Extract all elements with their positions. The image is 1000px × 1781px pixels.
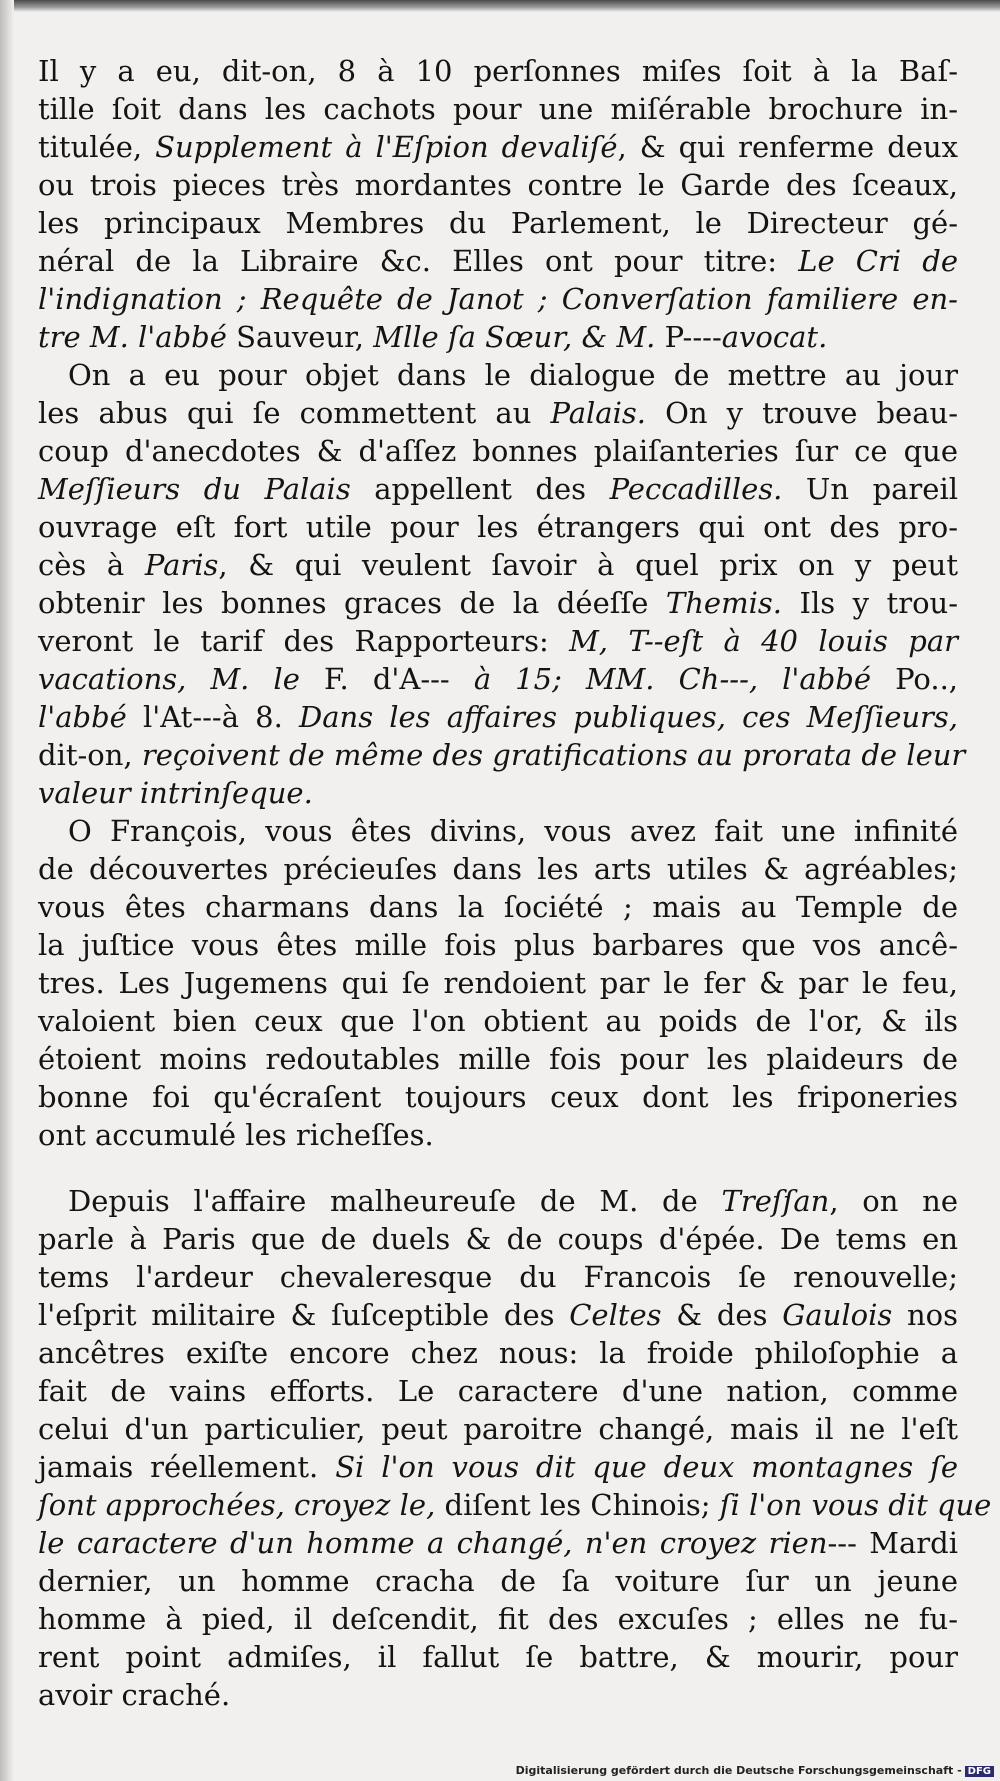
italic-text: valeur intrinſeque. [38,776,313,810]
text-segment: Un pareil [782,472,958,506]
text-line [38,1296,958,1334]
text-segment: Sauveur, [236,320,374,354]
text-line [38,964,958,1002]
text-segment: rent point admiſes, il fallut ſe battre, & mourir, pour [38,1640,958,1674]
text-segment: l'eſprit militaire & ſuſceptible des [38,1298,570,1332]
italic-text: à 15; MM. Ch---, l'abbé [473,662,896,696]
text-segment: vous êtes charmans dans la ſociété ; mais au Temple de [38,890,958,924]
text-segment: jamais réellement. [38,1450,336,1484]
italic-text: M, T--eſt à 40 louis par [569,624,959,658]
text-line [38,1182,958,1220]
paragraph [38,1182,992,1714]
text-line [38,698,958,736]
text-line [38,242,958,280]
page-top-edge [0,0,1000,12]
text-segment: l'At---à 8. [142,700,299,734]
text-line [38,356,958,394]
dfg-logo: DFG [965,1766,994,1777]
italic-text: Si l'on vous dit que deux montagnes ſe [335,1450,958,1484]
text-line [38,850,958,888]
text-line [38,1524,958,1562]
text-segment: P---- [655,320,722,354]
text-segment: de découvertes précieuſes dans les arts utiles & agréables; [38,852,958,886]
text-segment: les principaux Membres du Parlement, le Directeur gé- [38,206,958,240]
text-segment: dernier, un homme cracha de ſa voiture ſur un jeune [38,1564,958,1598]
text-segment: ouvrage eſt fort utile pour les étrangers qui ont des pro- [38,510,958,544]
text-line [38,1002,958,1040]
text-segment: celui d'un particulier, peut paroitre changé, mais il ne l'eſt [38,1412,958,1446]
text-segment: & des [661,1298,783,1332]
text-segment: , & qui renferme deux [617,130,958,164]
text-segment: On a eu pour objet dans le dialogue de mettre au jour [68,358,958,392]
text-line [38,812,958,850]
text-segment: ou trois pieces très mordantes contre le Garde des ſceaux, [38,168,958,202]
text-line [38,584,958,622]
text-segment: la juſtice vous êtes mille fois plus barbares que vos ancê- [38,928,958,962]
text-line [38,1676,958,1714]
text-line [38,128,958,166]
text-line [38,736,966,774]
text-segment: Po.., [895,662,959,696]
text-segment: , & qui veulent ſavoir à quel prix on y peut [218,548,959,582]
text-line [38,774,958,812]
text-line [38,204,958,242]
text-line [38,926,958,964]
text-segment: cès à [38,548,145,582]
italic-text: ſont approchées, croyez le, [38,1488,436,1522]
italic-text: Peccadilles. [609,472,783,506]
italic-text: Treſſan [721,1184,830,1218]
text-segment: néral de la Libraire &c. Elles ont pour titre: [38,244,799,278]
italic-text: ſi l'on vous dit que [719,1488,992,1522]
text-line [38,1448,958,1486]
text-segment: , on ne [829,1184,958,1218]
text-segment: --- Mardi [827,1526,958,1560]
italic-text: avocat. [721,320,828,354]
text-line [38,470,958,508]
italic-text: Gaulois [782,1298,893,1332]
text-line [38,1562,958,1600]
credit-text: Digitalisierung gefördert durch die Deutsche Forschungsgemeinschaft - [515,1764,962,1777]
text-line [38,1116,958,1154]
text-segment: Depuis l'affaire malheureuſe de M. de [68,1184,722,1218]
text-segment: bonne foi qu'écraſent toujours ceux dont les friponeries [38,1080,958,1114]
text-segment: obtenir les bonnes graces de la déeſſe [38,586,666,620]
text-segment: ont accumulé les richeſſes. [38,1118,434,1152]
text-line [38,280,958,318]
italic-text: Celtes [569,1298,662,1332]
text-line [38,394,958,432]
digitization-credit [516,1764,994,1777]
text-segment: tres. Les Jugemens qui ſe rendoient par le fer & par le feu, [38,966,958,1000]
italic-text: tre M. l'abbé [38,320,237,354]
text-segment: parle à Paris que de duels & de coups d'épée. De tems en [38,1222,958,1256]
italic-text: l'indignation ; Requête de Janot ; Converſation familiere en- [38,282,958,316]
body-text [38,52,992,1714]
italic-text: l'abbé [38,700,143,734]
text-segment: coup d'anecdotes & d'aſſez bonnes plaiſanteries ſur ce que [38,434,958,468]
text-segment: Il y a eu, dit-on, 8 à 10 perſonnes miſes ſoit à la Baſ- [38,54,958,88]
text-line [38,1334,958,1372]
text-segment: tems l'ardeur chevaleresque du Francois ſe renouvelle; [38,1260,958,1294]
text-segment: O François, vous êtes divins, vous avez fait une infinité [68,814,958,848]
paragraph [38,812,958,1154]
text-line [38,1078,958,1116]
text-line [38,52,958,90]
text-segment: avoir craché. [38,1678,231,1712]
text-line [38,508,958,546]
text-line [38,1258,958,1296]
text-line [38,1040,958,1078]
paragraph [38,52,958,356]
text-line [38,1372,958,1410]
text-line [38,622,958,660]
text-line [38,166,958,204]
text-segment: homme à pied, il deſcendit, fit des excuſes ; elles ne fu- [38,1602,958,1636]
text-line [38,1486,992,1524]
italic-text: Palais. [550,396,646,430]
italic-text: Meſſieurs du Palais [38,472,351,506]
text-segment: diſent les Chinois; [435,1488,720,1522]
text-line [38,1600,958,1638]
italic-text: Paris [144,548,219,582]
italic-text: Dans les affaires publiques, ces Meſſieurs, [298,700,958,734]
text-segment: nos [892,1298,958,1332]
text-segment: fait de vains efforts. Le caractere d'une nation, comme [38,1374,958,1408]
text-line [38,318,958,356]
italic-text: Themis. [665,586,782,620]
italic-text: reçoivent de même des gratifications au prorata de leur [141,738,966,772]
text-line [38,432,958,470]
text-line [38,888,958,926]
text-segment: Ils y trou- [781,586,958,620]
italic-text: Mlle ſa Sœur, & M. [373,320,656,354]
text-line [38,1410,958,1448]
text-line [38,660,958,698]
text-segment: tille ſoit dans les cachots pour une miſérable brochure in- [38,92,958,126]
page-binding-shadow [0,0,14,1781]
italic-text: vacations, M. le [38,662,324,696]
section-gap [38,1154,958,1182]
text-segment: appellent des [350,472,610,506]
text-segment: titulée, [38,130,156,164]
text-segment: veront le tarif des Rapporteurs: [38,624,570,658]
text-segment: F. d'A--- [323,662,474,696]
italic-text: le caractere d'un homme a changé, n'en croyez rien [38,1526,828,1560]
text-line [38,90,958,128]
text-line [38,546,958,584]
italic-text: Supplement à l'Eſpion devaliſé [155,130,618,164]
text-segment: dit-on, [38,738,142,772]
text-segment: valoient bien ceux que l'on obtient au poids de l'or, & ils [38,1004,958,1038]
paragraph [38,356,966,812]
text-segment: les abus qui ſe commettent au [38,396,551,430]
text-line [38,1220,958,1258]
italic-text: Le Cri de [798,244,958,278]
text-segment: ancêtres exiſte encore chez nous: la froide philoſophie a [38,1336,958,1370]
text-line [38,1638,958,1676]
text-segment: étoient moins redoutables mille fois pour les plaideurs de [38,1042,958,1076]
text-segment: On y trouve beau- [645,396,958,430]
